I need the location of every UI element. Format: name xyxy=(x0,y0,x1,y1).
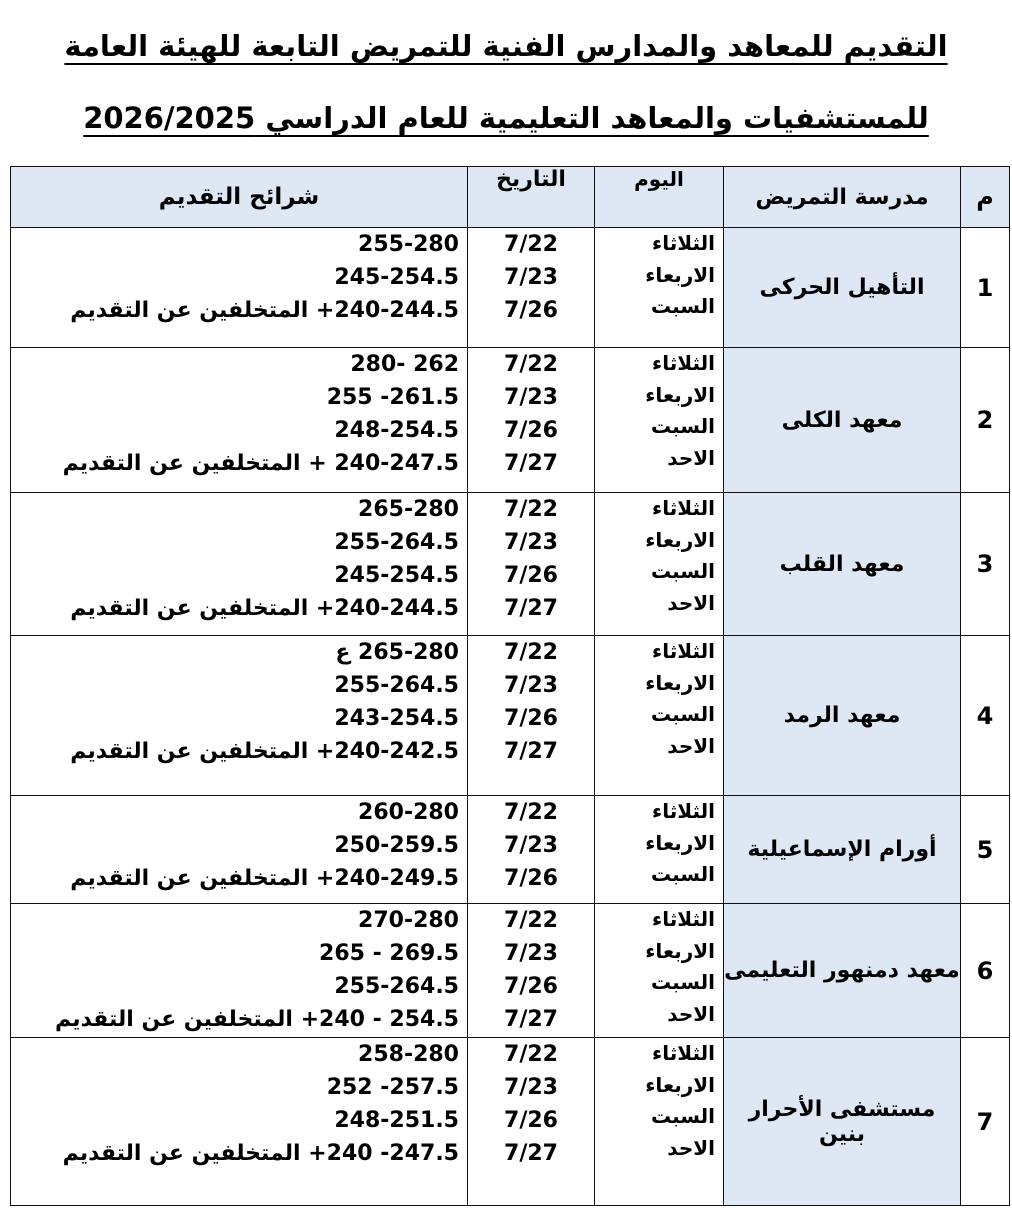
table-body xyxy=(11,228,1010,1206)
score-range: 240-244.5+ المتخلفين عن التقديم xyxy=(70,298,459,323)
date-label: 7/26 xyxy=(504,1108,558,1133)
row-number: 7 xyxy=(961,1038,1010,1206)
date-label: 7/23 xyxy=(504,673,558,698)
score-range: 250-259.5 xyxy=(334,833,459,858)
date-label: 7/27 xyxy=(504,739,558,764)
date-label: 7/22 xyxy=(504,908,558,933)
dates-cell xyxy=(468,1038,595,1206)
day-label: السبت xyxy=(650,1104,715,1128)
day-label: الاحد xyxy=(667,590,715,615)
day-label: الاربعاء xyxy=(645,1072,715,1097)
score-range: 245-254.5 xyxy=(334,563,459,588)
date-label: 7/26 xyxy=(504,974,558,999)
date-label: 7/23 xyxy=(504,833,558,858)
score-range: 247.5- 240+ المتخلفين عن التقديم xyxy=(62,1141,459,1166)
score-range: 265-280 ع xyxy=(335,640,459,665)
date-label: 7/23 xyxy=(504,1075,558,1100)
day-label: الثلاثاء xyxy=(652,907,715,931)
day-label: الثلاثاء xyxy=(652,639,715,663)
school-name: أورام الإسماعيلية xyxy=(724,796,961,904)
date-label: 7/27 xyxy=(504,1141,558,1166)
date-label: 7/23 xyxy=(504,385,558,410)
date-label: 7/26 xyxy=(504,563,558,588)
day-label: السبت xyxy=(650,414,715,438)
day-label: الثلاثاء xyxy=(652,1041,715,1065)
table-row xyxy=(11,904,1010,1038)
table-row xyxy=(11,1038,1010,1206)
dates-cell xyxy=(468,904,595,1038)
days-cell xyxy=(595,348,724,493)
ranges-cell xyxy=(11,228,468,348)
score-range: 255-264.5 xyxy=(334,673,459,698)
score-range: 255-264.5 xyxy=(334,530,459,555)
score-range: 243-254.5 xyxy=(334,706,459,731)
days-cell xyxy=(595,493,724,636)
score-range: 252 -257.5 xyxy=(326,1075,459,1100)
date-label: 7/22 xyxy=(504,232,558,257)
dates-cell xyxy=(468,348,595,493)
date-label: 7/22 xyxy=(504,800,558,825)
date-label: 7/23 xyxy=(504,530,558,555)
score-range: 255-280 xyxy=(358,232,459,257)
score-range: 255 -261.5 xyxy=(326,385,459,410)
row-number: 3 xyxy=(961,493,1010,636)
date-label: 7/27 xyxy=(504,451,558,476)
table-row xyxy=(11,796,1010,904)
column-header-day: اليوم xyxy=(595,167,724,228)
score-range: 240-249.5+ المتخلفين عن التقديم xyxy=(70,866,459,891)
day-label: الاربعاء xyxy=(645,527,715,552)
ranges-cell xyxy=(11,636,468,796)
score-range: 258-280 xyxy=(358,1042,459,1067)
row-number: 4 xyxy=(961,636,1010,796)
day-label: الاحد xyxy=(667,445,715,470)
page-title-line-1 xyxy=(0,26,1012,66)
day-label: الثلاثاء xyxy=(652,496,715,520)
score-range: 245-254.5 xyxy=(334,265,459,290)
score-range: 260-280 xyxy=(358,800,459,825)
score-range: 248-251.5 xyxy=(334,1108,459,1133)
score-range: 240-244.5+ المتخلفين عن التقديم xyxy=(70,596,459,621)
date-label: 7/22 xyxy=(504,497,558,522)
day-label: السبت xyxy=(650,559,715,583)
days-cell xyxy=(595,1038,724,1206)
date-label: 7/26 xyxy=(504,866,558,891)
table-row xyxy=(11,228,1010,348)
score-range: 270-280 xyxy=(358,908,459,933)
row-number: 5 xyxy=(961,796,1010,904)
day-label: السبت xyxy=(650,294,715,318)
day-label: الاحد xyxy=(667,733,715,758)
dates-cell xyxy=(468,636,595,796)
days-cell xyxy=(595,796,724,904)
date-label: 7/22 xyxy=(504,352,558,377)
admission-schedule-table xyxy=(10,166,1010,1206)
school-name: معهد الكلى xyxy=(724,348,961,493)
date-label: 7/27 xyxy=(504,1007,558,1032)
score-range: 254.5 - 240+ المتخلفين عن التقديم xyxy=(54,1007,459,1032)
row-number: 1 xyxy=(961,228,1010,348)
date-label: 7/26 xyxy=(504,298,558,323)
table-header-row xyxy=(11,167,1010,228)
date-label: 7/23 xyxy=(504,941,558,966)
day-label: الاربعاء xyxy=(645,938,715,963)
column-header-ranges: شرائح التقديم xyxy=(11,167,468,228)
score-range: 240-247.5 + المتخلفين عن التقديم xyxy=(62,451,459,476)
days-cell xyxy=(595,636,724,796)
date-label: 7/26 xyxy=(504,706,558,731)
school-name: مستشفى الأحرار بنين xyxy=(724,1038,961,1206)
ranges-cell xyxy=(11,904,468,1038)
date-label: 7/26 xyxy=(504,418,558,443)
column-header-date: التاريخ xyxy=(468,167,595,228)
dates-cell xyxy=(468,228,595,348)
ranges-cell xyxy=(11,1038,468,1206)
day-label: السبت xyxy=(650,970,715,994)
day-label: الاربعاء xyxy=(645,670,715,695)
table-row xyxy=(11,636,1010,796)
school-name: معهد دمنهور التعليمى xyxy=(724,904,961,1038)
page-title-line-1-text: التقديم للمعاهد والمدارس الفنية للتمريض التابعة للهيئة العامة xyxy=(64,29,948,63)
day-label: الاحد xyxy=(667,1135,715,1160)
date-label: 7/27 xyxy=(504,596,558,621)
day-label: الثلاثاء xyxy=(652,351,715,375)
day-label: الاربعاء xyxy=(645,382,715,407)
page-title-line-2 xyxy=(0,98,1012,138)
ranges-cell xyxy=(11,796,468,904)
ranges-cell xyxy=(11,493,468,636)
score-range: 265-280 xyxy=(358,497,459,522)
days-cell xyxy=(595,904,724,1038)
table-row xyxy=(11,493,1010,636)
school-name: معهد القلب xyxy=(724,493,961,636)
date-label: 7/23 xyxy=(504,265,558,290)
score-range: 265 - 269.5 xyxy=(319,941,459,966)
day-label: الثلاثاء xyxy=(652,231,715,255)
day-label: الاربعاء xyxy=(645,830,715,855)
page-title-line-2-text: للمستشفيات والمعاهد التعليمية للعام الدراسي 2026/2025 xyxy=(83,101,929,135)
ranges-cell xyxy=(11,348,468,493)
row-number: 2 xyxy=(961,348,1010,493)
dates-cell xyxy=(468,493,595,636)
school-name: معهد الرمد xyxy=(724,636,961,796)
day-label: الاحد xyxy=(667,1001,715,1026)
row-number: 6 xyxy=(961,904,1010,1038)
score-range: 255-264.5 xyxy=(334,974,459,999)
score-range: 240-242.5+ المتخلفين عن التقديم xyxy=(70,739,459,764)
date-label: 7/22 xyxy=(504,1042,558,1067)
days-cell xyxy=(595,228,724,348)
column-header-school: مدرسة التمريض xyxy=(724,167,961,228)
dates-cell xyxy=(468,796,595,904)
date-label: 7/22 xyxy=(504,640,558,665)
day-label: الثلاثاء xyxy=(652,799,715,823)
day-label: السبت xyxy=(650,862,715,886)
table-row xyxy=(11,348,1010,493)
score-range: 248-254.5 xyxy=(334,418,459,443)
column-header-num: م xyxy=(961,167,1010,228)
day-label: السبت xyxy=(650,702,715,726)
school-name: التأهيل الحركى xyxy=(724,228,961,348)
score-range: 280- 262 xyxy=(350,352,459,377)
day-label: الاربعاء xyxy=(645,262,715,287)
